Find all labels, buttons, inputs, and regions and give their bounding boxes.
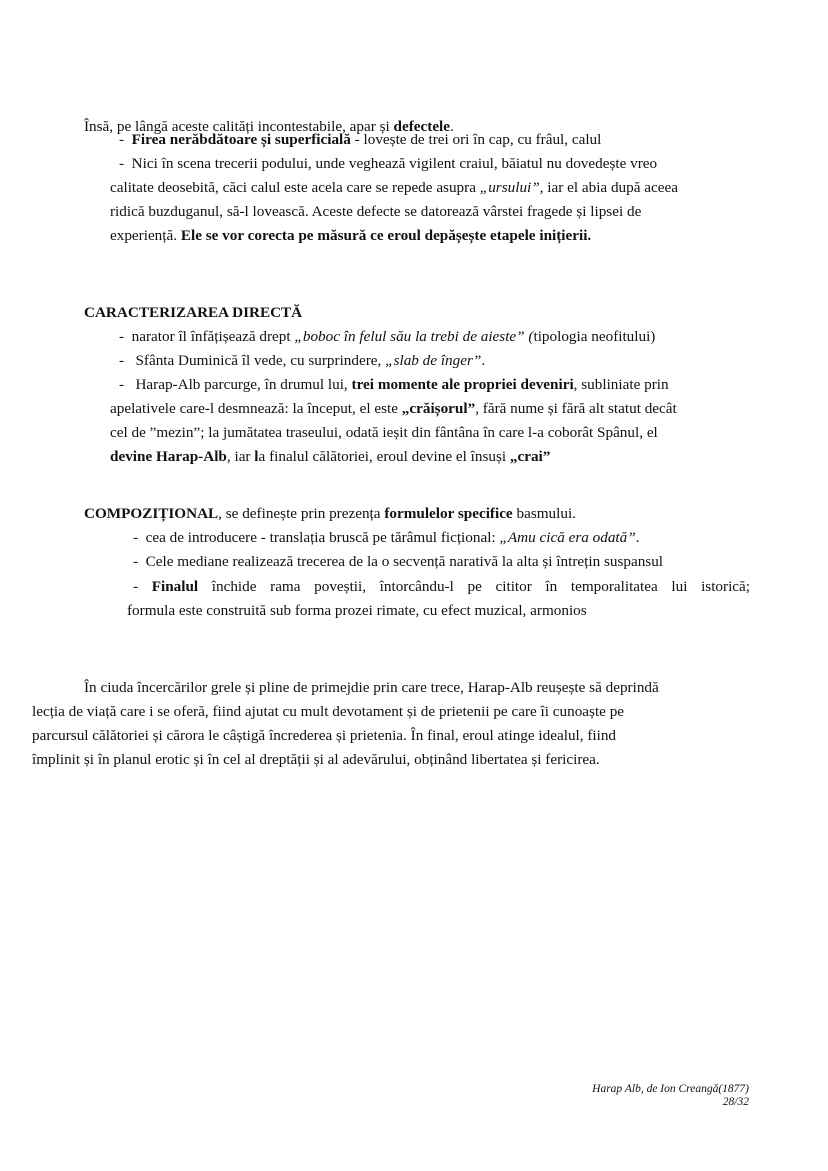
list-item-continuation [110,227,591,245]
bold-text: defectele [393,118,451,135]
text-run: experiență. [110,227,181,244]
list-item [119,376,669,394]
text-run: Însă, pe lângă aceste calități incontestabile, apar și [84,118,394,135]
text-run: - lovește de trei ori în cap, cu frâul, calul [350,131,602,148]
text-run: - Sfânta Duminică îl vede, cu surprindere, [119,352,386,369]
text-run: parcursul călătoriei și cărora le câștigă încrederea și prietenia. În final, eroul atinge idealul, fiind [32,727,617,744]
paragraph-line [32,751,600,769]
paragraph-line [32,727,616,745]
text-run: - Nici în scena trecerii podului, unde veghează vigilent craiul, băiatul nu dovedește vreo [119,155,658,172]
text-run: împlinit și în planul erotic și în cel al dreptății și al adevărului, obținând libertatea și fericirea. [32,751,600,768]
text-run: tipologia neofitului) [533,328,656,345]
text-run: formula este construită sub forma prozei rimate, cu efect muzical, armonios [127,602,587,619]
list-item-continuation [110,203,641,221]
list-item-continuation [110,448,550,466]
footer-title: Harap Alb, de Ion Creangă(1877) [592,1083,749,1095]
text-run: . [481,352,486,369]
text-run: , se definește prin prezența [218,505,385,522]
text-run: închide rama poveștii, întorcându-l pe cititor în temporalitatea lui istorică; [198,578,750,595]
list-item [119,131,601,149]
paragraph-line [84,679,659,697]
italic-quote: „ursului” [479,179,540,196]
bold-text: Finalul [151,578,199,595]
text-run: basmului. [512,505,576,522]
list-item [119,352,485,370]
text-run: a finalul călătoriei, eroul devine el însuși [258,448,510,465]
bold-text: COMPOZIȚIONAL [84,505,219,522]
bold-text: l [254,448,259,465]
text-run: . [450,118,454,135]
list-item-continuation [127,602,587,620]
list-item-continuation [110,179,678,197]
text-run: cel de ”mezin”; la jumătatea traseului, odată ieșit din fântâna în care l-a coborât Spânul, el [110,424,658,441]
bold-text: devine Harap-Alb [110,448,227,465]
italic-quote: „slab de înger” [385,352,482,369]
text-run: lecția de viață care i se oferă, fiind ajutat cu mult devotament și de prietenii pe care îi cunoaște pe [32,703,625,720]
italic-quote: „Amu cică era odată” [499,529,636,546]
text-run: calitate deosebită, căci calul este acela care se repede asupra [110,179,480,196]
text-run: - [133,578,152,595]
text-run: - [119,131,132,148]
bold-text: „crai” [509,448,551,465]
bold-text: formulelor specifice [384,505,513,522]
list-item-continuation [110,400,677,418]
text-run: - cea de introducere - translația bruscă pe tărâmul ficțional: [133,529,500,546]
list-item-continuation [110,424,658,442]
list-item [119,155,657,173]
list-item [133,578,750,596]
page-number: 28/32 [722,1096,749,1108]
bold-text: CARACTERIZAREA DIRECTĂ [84,304,303,321]
section-heading [84,505,576,523]
text-run: - narator îl înfățișează drept [119,328,295,345]
text-run: , fără nume și fără alt statut decât [475,400,677,417]
text-run: - Harap-Alb parcurge, în drumul lui, [119,376,352,393]
page-footer [592,1083,749,1109]
text-run: , subliniate prin [573,376,669,393]
bold-text: Ele se vor corecta pe măsură ce eroul depășește etapele inițierii. [180,227,592,244]
text-run: , iar [226,448,255,465]
section-heading [84,304,302,322]
italic-quote: „boboc în felul său la trebi de aieste” ( [294,328,534,345]
list-item [119,328,655,346]
text-run: , iar el abia după aceea [539,179,678,196]
list-item [133,529,640,547]
text-run: . [635,529,640,546]
text-run: - Cele mediane realizează trecerea de la o secvență narativă la alta și întrețin suspansul [133,553,664,570]
bold-text: „crăișorul” [401,400,476,417]
bold-text: trei momente ale propriei deveniri [351,376,574,393]
list-item [133,553,663,571]
paragraph-line [32,703,624,721]
bold-text: Firea nerăbdătoare și superficială [131,131,351,148]
text-run: apelativele care-l desmnează: la început, el este [110,400,402,417]
text-run: În ciuda încercărilor grele și pline de primejdie prin care trece, Harap-Alb reușește să deprindă [84,679,659,696]
text-run: ridică buzduganul, să-l lovească. Aceste defecte se datorează vârstei fragede și lipsei de [110,203,642,220]
